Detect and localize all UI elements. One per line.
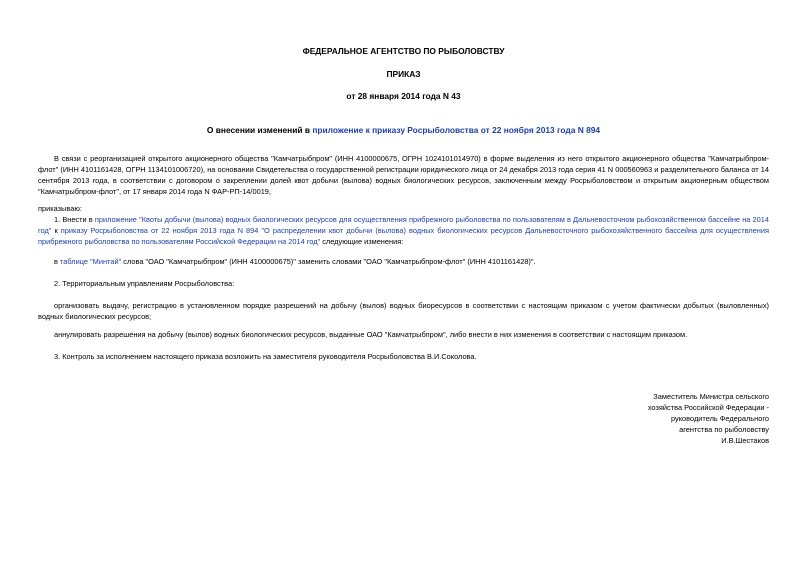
item-1-sub-prefix: в: [54, 257, 60, 266]
signature-line-2: хозяйства Российской Федерации -: [647, 403, 769, 412]
signature-block: [569, 391, 769, 446]
item-1-order-title[interactable]: "О распределении квот добычи (вылова) водных биологических ресурсов Дальневосточного рыбохозяйственного бассейна для осуществления прибрежного рыболовства по пользователям Российской Федерации на 2014 год": [38, 226, 769, 246]
item-1-paragraph: [38, 214, 769, 247]
item-1-middle: к: [51, 226, 61, 235]
preamble-paragraph: В связи с реорганизацией открытого акционерного общества "Камчатрыбпром" (ИНН 4100000675, ОГРН 1024101014970) в форме выделения из него открытого акционерного общества "Камчатрыбпром-флот" (ИНН 4101161428, ОГРН 1134101006720), на основании Свидетельства о государственной регистрации юридического лица от 24 декабря 2013 года серия 41 N 000560963 и разделительного баланса от 14 сентября 2013 года, в соответствии с договором о закреплении долей квот добычи (вылова) водных биологических ресурсов, заключенным между Росрыболовством и открытым акционерным обществом "Камчатрыбпром-флот", от 17 января 2014 года N ФАР-РП-14/0019,: [38, 154, 769, 196]
document-date-number: от 28 января 2014 года N 43: [346, 91, 461, 101]
item-3-paragraph: 3. Контроль за исполнением настоящего приказа возложить на заместителя руководителя Росрыболовства В.И.Соколова.: [54, 352, 477, 361]
signature-line-4: агентства по рыболовству: [679, 425, 769, 434]
document-type: ПРИКАЗ: [386, 69, 421, 79]
signature-line-3: руководитель Федерального: [671, 414, 769, 423]
item-1-sub-suffix: слова "ОАО "Камчатрыбпром" (ИНН 4100000675)" заменить словами "ОАО "Камчатрыбпром-флот" (ИНН 4101161428)".: [121, 257, 536, 266]
document-title: [0, 125, 807, 136]
item-1-suffix: следующие изменения:: [320, 237, 404, 246]
item-1-sub-paragraph: [38, 256, 769, 267]
signature-name: И.В.Шестаков: [721, 436, 769, 445]
item-2a-paragraph: организовать выдачу, регистрацию в установленном порядке разрешений на добычу (вылов) водных биоресурсов в соответствии с настоящим приказом с учетом фактически добытых (выловленных) водных биологических ресурсов;: [38, 301, 769, 321]
table-mintai-link[interactable]: таблице "Минтай": [59, 257, 122, 266]
title-prefix: О внесении изменений в: [206, 125, 313, 135]
title-link[interactable]: приложение к приказу Росрыболовства от 22 ноября 2013 года N 894: [312, 125, 601, 135]
signature-line-1: Заместитель Министра сельского: [653, 392, 769, 401]
item-1-prefix: 1. Внести в: [54, 215, 95, 224]
order-word: приказываю:: [38, 204, 82, 213]
agency-name: ФЕДЕРАЛЬНОЕ АГЕНТСТВО ПО РЫБОЛОВСТВУ: [302, 46, 505, 56]
item-2b-paragraph: аннулировать разрешения на добычу (вылов) водных биологических ресурсов, выданные ОАО "Камчатрыбпром", либо внести в них изменения в соответствии с настоящим приказом.: [54, 330, 688, 339]
item-2-paragraph: 2. Территориальным управлениям Росрыболовства:: [54, 279, 235, 288]
item-1-quota-link[interactable]: приложение "Квоты добычи (вылова) водных биологических ресурсов для осуществления прибрежного рыболовства по пользователям в Дальневосточном рыбохозяйственном бассейне на 2014 год": [38, 215, 769, 235]
item-1-order-link[interactable]: приказу Росрыболовства от 22 ноября 2013 года N 894: [60, 226, 259, 235]
